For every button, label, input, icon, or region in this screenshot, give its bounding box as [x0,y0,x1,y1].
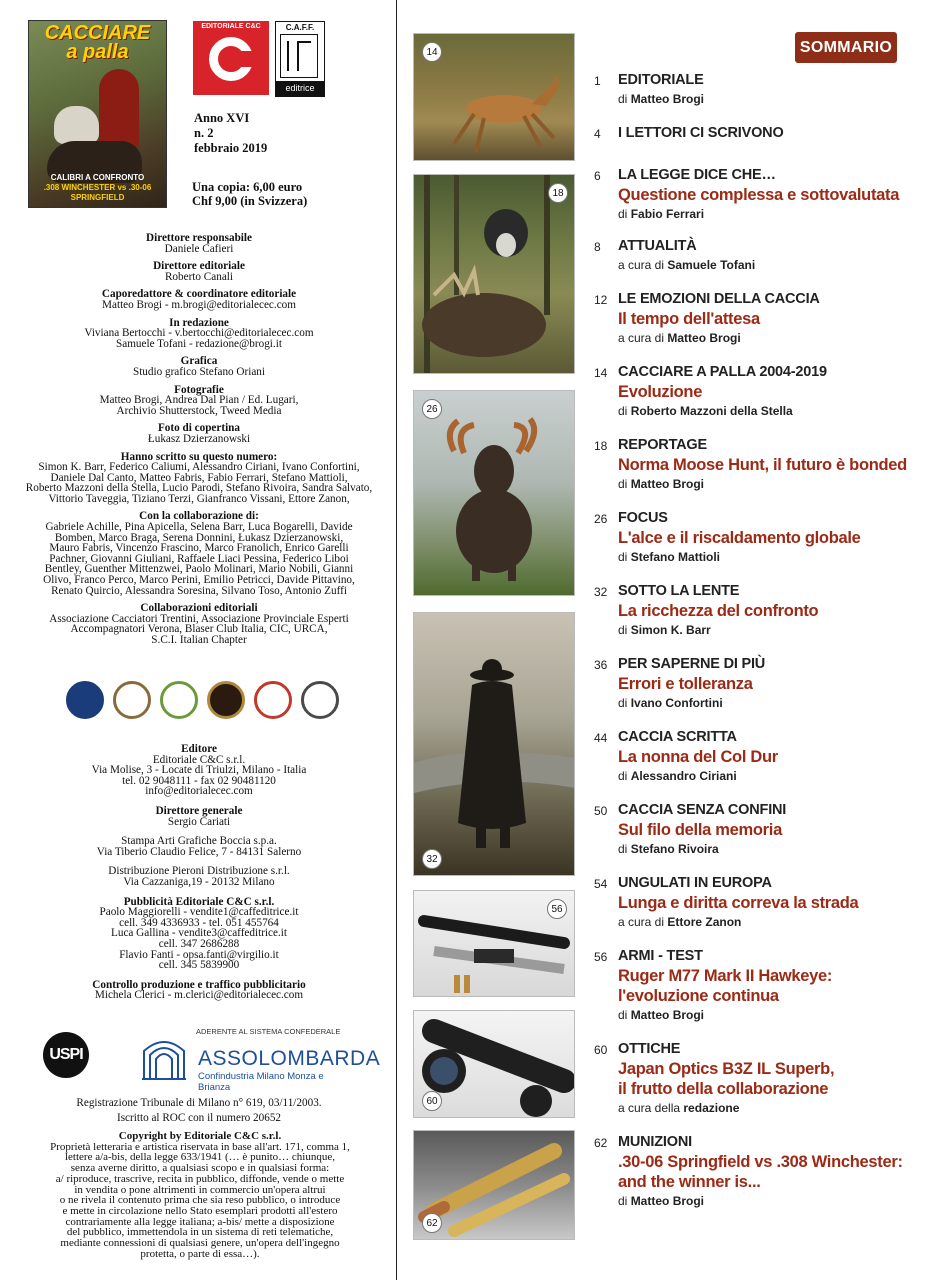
credit-heading: Con la collaborazione di: [139,510,259,523]
price-euro: Una copia: 6,00 euro [192,180,303,194]
photo-page-60: 60 [422,1091,442,1111]
credit-line: Pachner, Giovanni Giuliani, Raffaele Liaci Pessina, Federico Liboi [49,552,349,565]
toc-section: LA LEGGE DICE CHE… [618,167,776,183]
credit-line: cell. 349 4336933 - tel. 051 455764 [119,916,279,929]
toc-byline [618,1194,704,1208]
toc-byline [618,92,704,106]
credit-block [8,318,390,350]
copyright-line: Proprietà letteraria e artistica riservata in base all'art. 171, comma 1, [50,1140,350,1153]
toc-section: CACCIARE A PALLA 2004-2019 [618,364,827,380]
issue-info [194,111,267,156]
toc-author: Stefano Mattioli [630,550,721,564]
assolombarda-emblem-icon [138,1031,190,1083]
toc-title: Japan Optics B3Z IL Superb, [618,1060,835,1078]
toc-page-number: 62 [594,1136,608,1150]
credit-block [8,356,390,377]
toc-byline [618,1008,704,1022]
credit-heading: Controllo produzione e traffico pubblicitario [92,978,306,991]
cc-ring-gap [239,51,255,67]
credit-line: info@editorialecec.com [145,785,253,798]
toc-author: Matteo Brogi [630,477,705,491]
credit-heading: Pubblicità Editoriale C&C s.r.l. [123,895,275,908]
partner-logo-blaser [66,681,104,719]
credit-line: Daniele Cafieri [164,242,234,255]
photo-page-62: 62 [422,1213,442,1233]
editoriale-cc-logo [193,21,269,95]
photo-page-56: 56 [547,899,567,919]
registration [8,1096,390,1126]
toc-author: Samuele Tofani [667,258,756,272]
toc-page-number: 8 [594,240,601,254]
moose-illustration [414,391,575,596]
toc-byline-prefix: di [618,477,628,491]
credit-heading: Direttore editoriale [153,260,245,273]
copyright-line: protetta, o parte di essa…). [140,1247,260,1260]
hunter-silhouette-illustration [414,613,575,876]
toc-byline-prefix: di [618,769,628,783]
toc-page-number: 54 [594,877,608,891]
toc-section: ARMI - TEST [618,948,703,964]
partner-logo-esperti-accompagnatori [254,681,292,719]
toc-byline-prefix: di [618,1008,628,1022]
registration-line2: Iscritto al ROC con il numero 20652 [116,1112,282,1124]
photo-moose-hunt [413,174,575,374]
credit-block [8,511,390,596]
credit-line: Daniele Dal Canto, Matteo Fabris, Fabio Ferrari, Stefano Mattioli, [50,471,348,484]
colophon-column [0,0,396,1280]
price-chf: Chf 9,00 (in Svizzera) [192,194,308,208]
credit-line: cell. 347 2686288 [158,937,240,950]
toc-title: Il tempo dell'attesa [618,310,760,328]
toc-page-number: 18 [594,439,608,453]
toc-title: Ruger M77 Mark II Hawkeye: [618,967,833,985]
toc-byline [618,404,793,418]
credit-block [8,452,390,505]
toc-section: I LETTORI CI SCRIVONO [618,125,784,141]
toc-section: ATTUALITÀ [618,238,697,254]
credit-heading: Fotografie [174,383,224,396]
toc-byline-prefix: di [618,623,628,637]
toc-page-number: 44 [594,731,608,745]
credit-block [8,866,390,887]
credit-line: Matteo Brogi, Andrea Dal Pian / Ed. Lugari, [99,394,299,407]
editoriale-cc-label: EDITORIALE C&C [201,23,261,30]
credit-block [8,261,390,282]
credit-heading: In redazione [169,316,229,329]
copyright-line: o ne rivela il contenuto prima che sia reso pubblico, o introduce [59,1194,341,1207]
toc-byline [618,550,720,564]
credit-line: Bomben, Marco Braga, Serena Donnini, Łukasz Dzierzanowski, [54,531,344,544]
cover-dog-image [54,106,99,144]
credit-heading: Direttore responsabile [146,232,252,244]
assolombarda-logo [138,1027,381,1093]
copyright-line: in vendita o pone altrimenti in commercio un'opera altrui [74,1183,326,1196]
price-info [192,180,307,208]
toc-byline [618,477,704,491]
photo-page-26: 26 [422,399,442,419]
credit-line: Łukasz Dzierzanowski [147,432,251,445]
photo-roe-deer [413,33,575,161]
toc-author: Matteo Brogi [667,331,741,345]
toc-page-number: 32 [594,585,608,599]
toc-section: FOCUS [618,510,668,526]
copyright-line: contrariamente alla legge italiana; a-bis/ mette a disposizione [65,1215,335,1228]
photo-page-18: 18 [548,183,568,203]
credit-line: Vittorio Taveggia, Tiziano Terzi, Gianfranco Vissani, Ettore Zanon, [48,492,350,505]
credits-block [8,233,390,653]
toc-author: Stefano Rivoira [630,842,719,856]
toc-title: Lunga e diritta correva la strada [618,894,859,912]
credit-line: Via Molise, 3 - Locate di Triulzi, Milano - Italia [91,764,307,777]
toc-section: UNGULATI IN EUROPA [618,875,772,891]
credit-block [8,806,390,827]
credit-line: cell. 345 5839900 [158,959,240,972]
toc-title: L'alce e il riscaldamento globale [618,529,861,547]
issue-year: Anno XVI [194,111,250,125]
photo-page-14: 14 [422,42,442,62]
assolombarda-name: ASSOLOMBARDA [198,1047,381,1070]
credit-line: Studio grafico Stefano Oriani [132,365,266,378]
toc-byline-prefix: di [618,842,628,856]
credit-line: Roberto Mazzoni della Stella, Lucio Parodi, Stefano Rivoira, Sandra Salvato, [25,482,373,495]
caff-editrice-label: editrice [276,81,324,96]
toc-byline [618,207,704,221]
toc-page-number: 1 [594,74,601,88]
credit-line: Viviana Bertocchi - v.bertocchi@editorialecec.com [84,327,314,340]
toc-byline-prefix: di [618,92,628,106]
toc-page-number: 60 [594,1043,608,1057]
toc-title: Questione complessa e sottovalutata [618,186,900,204]
toc-section: OTTICHE [618,1041,681,1057]
credit-heading: Hanno scritto su questo numero: [120,450,278,463]
issue-number: n. 2 [194,126,214,140]
partner-logo-cacciatori-trentini [160,681,198,719]
credit-block [8,897,390,971]
publisher-credits-block [8,744,390,1010]
toc-byline [618,331,741,345]
registration-line1: Registrazione Tribunale di Milano n° 619, 03/11/2003. [76,1097,322,1109]
toc-title-continued: il frutto della collaborazione [618,1080,829,1098]
credit-line: Distribuzione Pieroni Distribuzione s.r.l. [108,865,290,878]
credit-heading: Collaborazioni editoriali [140,602,258,615]
partner-logo-sci [207,681,245,719]
toc-byline-prefix: di [618,696,628,710]
credit-heading: Direttore generale [155,804,243,817]
credit-block [8,385,390,417]
toc-section: REPORTAGE [618,437,707,453]
cover-strapline [29,173,166,203]
credit-line: Via Tiberio Claudio Felice, 7 - 84131 Salerno [96,845,302,858]
photo-optics [413,1010,575,1118]
credit-heading: Foto di copertina [157,422,241,435]
toc-page-number: 14 [594,366,608,380]
toc-page-number: 26 [594,512,608,526]
toc-byline [618,696,723,710]
contents-column [397,0,944,1280]
copyright-line: e mette in circolazione nello Stato esemplari prodotti all'estero [62,1204,338,1217]
credit-line: Olivo, Franco Perco, Marco Perini, Emilio Petricci, Davide Pittavino, [43,574,355,587]
photo-ammunition [413,1130,575,1240]
partner-logo-urca [301,681,339,719]
toc-section: CACCIA SENZA CONFINI [618,802,787,818]
credit-line: Mauro Fabris, Vincenzo Frascino, Marco Franolich, Enrico Garelli [49,542,349,555]
cover-hunter-image [99,69,139,149]
caff-mark [280,34,318,78]
credit-line: Sergio Cariati [167,815,231,828]
issue-date: febbraio 2019 [194,141,268,155]
toc-page-number: 12 [594,293,608,307]
copyright-notice [14,1131,386,1259]
cover-strap-line1: CALIBRI A CONFRONTO [50,173,145,182]
toc-page-number: 56 [594,950,608,964]
cover-title [29,24,166,62]
toc-title: .30-06 Springfield vs .308 Winchester: [618,1153,903,1171]
credit-block [8,289,390,310]
cover-title-line2: a palla [66,41,129,63]
credit-line: Accompagnatori Verona, Blaser Club Italia, CIC, URCA, [70,623,328,636]
uspi-logo: USPI [43,1032,89,1078]
copyright-line: senza averne diritto, a qualsiasi scopo e in qualsiasi forma: [70,1162,330,1175]
credit-line: Roberto Canali [164,270,234,283]
toc-page-number: 50 [594,804,608,818]
toc-section: LE EMOZIONI DELLA CACCIA [618,291,820,307]
credit-line: Paolo Maggiorelli - vendite1@caffeditrice.it [99,906,299,919]
caff-editrice-logo [275,21,325,97]
toc-byline-prefix: a cura di [618,331,665,345]
toc-byline [618,842,719,856]
toc-author: Roberto Mazzoni della Stella [630,404,793,418]
toc-author: Simon K. Barr [630,623,711,637]
copyright-line: mediante connessioni di qualsiasi genere, un'opera dell'ingegno [60,1237,340,1250]
toc-author: Ivano Confortini [630,696,723,710]
copyright-line: a/ riproduce, trascrive, recita in pubblico, diffonde, vende o mette [55,1172,345,1185]
caff-label: C.A.F.F. [285,23,315,32]
toc-author: Alessandro Ciriani [630,769,737,783]
credit-block [8,744,390,797]
credit-heading: Caporedattore & coordinatore editoriale [101,288,297,301]
toc-title: La nonna del Col Dur [618,748,778,766]
credit-line: tel. 02 9048111 - fax 02 90481120 [122,774,276,787]
toc-byline-prefix: di [618,207,628,221]
toc-title: La ricchezza del confronto [618,602,819,620]
toc-byline [618,258,755,272]
toc-title-continued: and the winner is... [618,1173,761,1191]
credit-line: Gabriele Achille, Pina Apicella, Selena Barr, Luca Bogarelli, Davide [45,521,353,534]
credit-line: Bentley, Guenther Mittenzwei, Paolo Molinari, Mario Nobili, Gianni [44,563,354,576]
copyright-heading: Copyright by Editoriale C&C s.r.l. [118,1130,282,1142]
sommario-label: SOMMARIO [795,32,897,63]
toc-author: redazione [683,1101,740,1115]
toc-author: Ettore Zanon [667,915,742,929]
toc-page-number: 36 [594,658,608,672]
credit-line: Michela Clerici - m.clerici@editorialecec.com [94,989,304,1002]
assolombarda-tagline: ADERENTE AL SISTEMA CONFEDERALE [196,1027,341,1036]
credit-line: Matteo Brogi - m.brogi@editorialecec.com [102,298,296,311]
moose-and-dog-illustration [414,175,575,374]
toc-page-number: 6 [594,169,601,183]
photo-ruger-rifle [413,890,575,997]
toc-author: Matteo Brogi [630,1008,705,1022]
magazine-cover [28,20,167,208]
credit-line: Luca Gallina - vendite3@caffeditrice.it [111,927,287,940]
toc-title: Norma Moose Hunt, il futuro è bonded [618,456,907,474]
copyright-line: del pubblico, immettendola in un sistema di reti telematiche, [66,1226,334,1239]
photo-hunter-silhouette [413,612,575,876]
toc-page-number: 4 [594,127,601,141]
partner-logos [66,681,339,719]
credit-heading: Grafica [180,355,218,368]
credit-line: Simon K. Barr, Federico Caliumi, Alessandro Ciriani, Ivano Confortini, [38,461,360,474]
credit-block [8,233,390,254]
toc-title: Evoluzione [618,383,703,401]
copyright-line: lettere a/a-bis, della legge 633/1941 (… è punito… chiunque, [64,1151,336,1164]
toc-section: PER SAPERNE DI PIÙ [618,656,766,672]
toc-section: CACCIA SCRITTA [618,729,737,745]
toc-section: EDITORIALE [618,72,704,88]
toc-byline [618,915,741,929]
credit-block [8,603,390,645]
credit-line: Editoriale C&C s.r.l. [152,753,246,766]
toc-section: SOTTO LA LENTE [618,583,740,599]
cover-strap-line2: .308 WINCHESTER vs .30-06 SPRINGFIELD [43,183,152,202]
toc-author: Matteo Brogi [630,92,705,106]
credit-block [8,980,390,1001]
toc-byline-prefix: a cura della [618,1101,681,1115]
photo-page-32: 32 [422,849,442,869]
credit-line: Samuele Tofani - redazione@brogi.it [116,337,282,350]
cover-title-line1: CACCIARE [44,22,151,44]
toc-byline [618,623,711,637]
toc-byline-prefix: di [618,1194,628,1208]
credit-block [8,423,390,444]
toc-byline-prefix: a cura di [618,258,665,272]
toc-section: MUNIZIONI [618,1134,692,1150]
photo-moose [413,390,575,596]
toc-byline-prefix: a cura di [618,915,665,929]
credit-line: Via Cazzaniga,19 - 20132 Milano [123,875,275,888]
toc-author: Fabio Ferrari [630,207,705,221]
credit-line: Flavio Fanti - opsa.fanti@virgilio.it [119,948,279,961]
toc-byline [618,1101,739,1115]
partner-logo-cic [113,681,151,719]
toc-byline-prefix: di [618,404,628,418]
toc-title: Sul filo della memoria [618,821,782,839]
assolombarda-sub: Confindustria Milano Monza e Brianza [198,1071,324,1093]
toc-author: Matteo Brogi [630,1194,705,1208]
credit-line: Associazione Cacciatori Trentini, Associazione Provinciale Esperti [49,612,349,625]
toc-byline-prefix: di [618,550,628,564]
toc-title: Errori e tolleranza [618,675,753,693]
toc-title-continued: l'evoluzione continua [618,987,779,1005]
credit-heading: Editore [181,743,217,755]
credit-line: S.C.I. Italian Chapter [151,634,247,646]
credit-block [8,836,390,857]
credit-line: Stampa Arti Grafiche Boccia s.p.a. [121,835,277,848]
toc-byline [618,769,737,783]
credit-line: Renato Quircio, Alessandra Soresina, Silvano Toso, Antonio Zuffi [51,584,347,597]
credit-line: Archivio Shutterstock, Tweed Media [116,404,282,417]
